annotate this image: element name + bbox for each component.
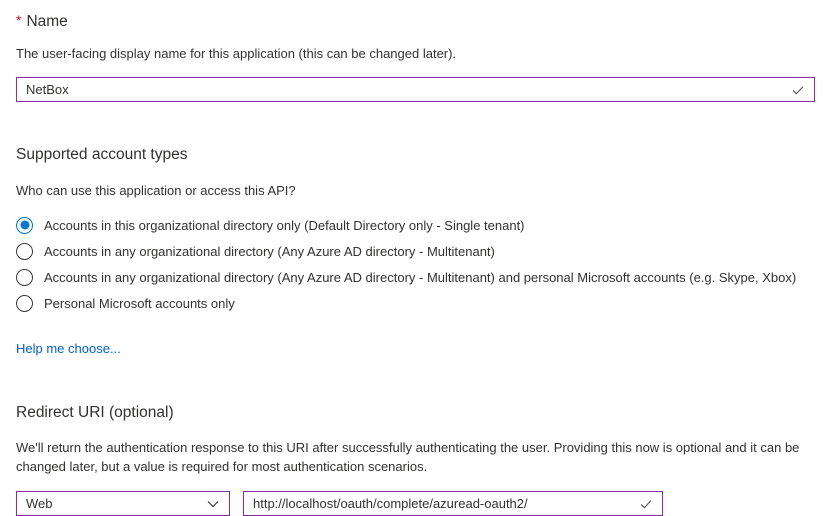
radio-label[interactable]: Accounts in any organizational directory (Any Azure AD directory - Multitenant): [44, 243, 495, 259]
name-title-text: Name: [26, 13, 68, 30]
radio-single-tenant[interactable]: [16, 212, 815, 238]
redirect-uri-description: We'll return the authentication response to this URI after successfully authenticating the user. Providing this now is optional and it can be changed later, but a value is required for most authentication scenarios.: [16, 440, 800, 474]
account-types-radio-group: [16, 212, 815, 316]
redirect-uri-input-container: [243, 491, 663, 516]
name-section-title: [16, 12, 815, 31]
radio-button-icon[interactable]: [16, 243, 33, 260]
platform-dropdown-value: Web: [26, 496, 53, 511]
radio-label[interactable]: Personal Microsoft accounts only: [44, 295, 235, 311]
radio-multitenant[interactable]: [16, 238, 815, 264]
name-description: The user-facing display name for this application (this can be changed later).: [16, 46, 457, 61]
help-me-choose-link[interactable]: Help me choose...: [16, 341, 121, 356]
account-types-title: Supported account types: [16, 146, 188, 163]
redirect-uri-input[interactable]: [244, 492, 662, 515]
name-input[interactable]: [17, 78, 814, 101]
platform-dropdown[interactable]: [16, 491, 230, 516]
chevron-down-icon: [206, 497, 220, 511]
radio-button-icon[interactable]: [16, 217, 33, 234]
radio-personal-only[interactable]: [16, 290, 815, 316]
radio-label[interactable]: Accounts in this organizational directory only (Default Directory only - Single tenant): [44, 217, 525, 233]
radio-multitenant-personal[interactable]: [16, 264, 815, 290]
account-types-question: Who can use this application or access this API?: [16, 183, 296, 198]
name-input-container: [16, 77, 815, 102]
radio-label[interactable]: Accounts in any organizational directory (Any Azure AD directory - Multitenant) and personal Microsoft accounts (e.g. Skype, Xbox): [44, 269, 797, 285]
required-asterisk: *: [16, 12, 22, 28]
radio-button-icon[interactable]: [16, 295, 33, 312]
redirect-uri-title: Redirect URI (optional): [16, 404, 174, 421]
radio-button-icon[interactable]: [16, 269, 33, 286]
